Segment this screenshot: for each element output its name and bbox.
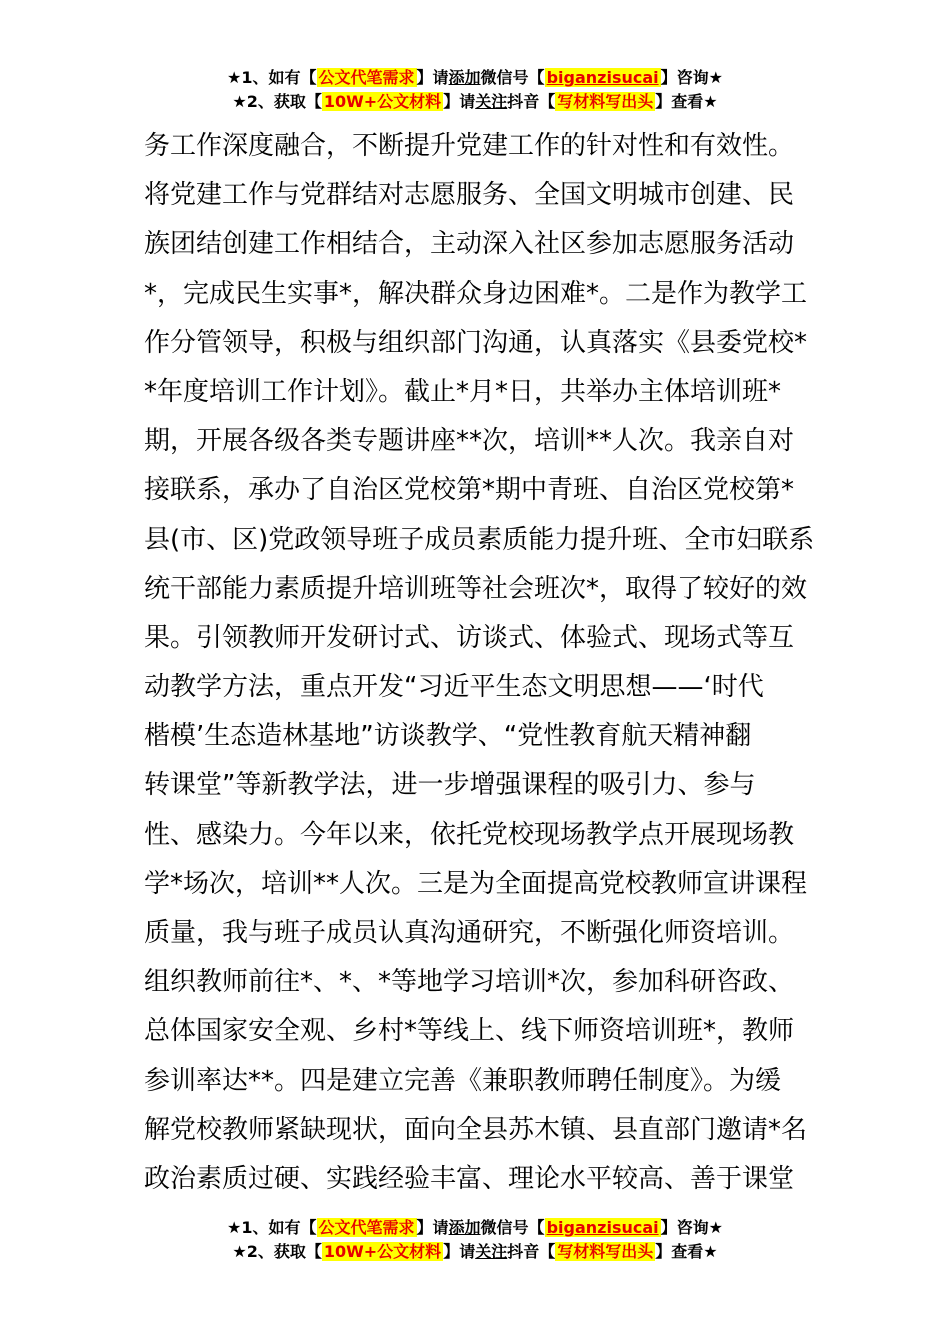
body-line: 楷模’生态造林基地”访谈教学、“党性教育航天精神翻	[144, 721, 752, 752]
header-service-highlight: 公文代笔需求	[318, 68, 415, 87]
footer-line2-underlined: 关注	[475, 1242, 508, 1261]
header-line2-prefix: ★2、获取【	[232, 92, 322, 111]
header-notice	[0, 66, 950, 114]
body-line: 组织教师前往*、*、*等地学习培训*次，参加科研咨政、	[144, 967, 795, 998]
footer-service-highlight: 公文代笔需求	[318, 1218, 415, 1237]
footer-line1-suffix: 】咨询★	[660, 1218, 723, 1237]
footer-line2-prefix: ★2、获取【	[232, 1242, 322, 1261]
body-line: 总体国家安全观、乡村*等线上、线下师资培训班*，教师	[144, 1016, 795, 1047]
header-line1-suffix: 】咨询★	[660, 68, 723, 87]
header-line1-mid2: 微信号【	[480, 68, 545, 87]
body-line: 将党建工作与党群结对志愿服务、全国文明城市创建、民	[144, 180, 795, 211]
footer-line2-mid2: 抖音【	[507, 1242, 556, 1261]
body-line: 期，开展各级各类专题讲座**次，培训**人次。我亲自对	[144, 426, 795, 457]
body-line: 政治素质过硬、实践经验丰富、理论水平较高、善于课堂	[144, 1163, 795, 1194]
body-line: 学*场次，培训**人次。三是为全面提高党校教师宣讲课程	[144, 868, 808, 899]
body-line: 性、感染力。今年以来，依托党校现场教学点开展现场教	[144, 819, 795, 850]
header-materials-highlight: 10W+公文材料	[323, 92, 442, 111]
footer-notice	[0, 1216, 950, 1264]
header-line2-underlined: 关注	[475, 92, 508, 111]
header-douyin-account[interactable]: 写材料写出头	[557, 92, 654, 111]
footer-line1-mid: 】请	[416, 1218, 449, 1237]
body-line: 统干部能力素质提升培训班等社会班次*，取得了较好的效	[144, 573, 808, 604]
header-line2-suffix: 】查看★	[655, 92, 718, 111]
footer-douyin-account[interactable]: 写材料写出头	[557, 1242, 654, 1261]
footer-notice-line-1	[0, 1216, 950, 1240]
body-line: 接联系，承办了自治区党校第*期中青班、自治区党校第*	[144, 475, 795, 506]
footer-line1-underlined: 添加	[448, 1218, 481, 1237]
footer-wechat-id[interactable]: biganzisucai	[546, 1218, 659, 1237]
body-text	[144, 122, 815, 1204]
header-line1-underlined: 添加	[448, 68, 481, 87]
footer-line2-mid: 】请	[443, 1242, 476, 1261]
body-line: 族团结创建工作相结合，主动深入社区参加志愿服务活动	[144, 229, 795, 260]
footer-line1-prefix: ★1、如有【	[227, 1218, 317, 1237]
body-line: 质量，我与班子成员认真沟通研究，不断强化师资培训。	[144, 918, 795, 948]
body-line: *年度培训工作计划》。截止*月*日，共举办主体培训班*	[144, 376, 782, 407]
body-line: 作分管领导，积极与组织部门沟通，认真落实《县委党校*	[144, 327, 808, 358]
body-line: 动教学方法，重点开发“习近平生态文明思想——‘时代	[144, 672, 764, 703]
footer-line1-mid2: 微信号【	[480, 1218, 545, 1237]
body-line: *，完成民生实事*，解决群众身边困难*。二是作为教学工	[144, 278, 808, 309]
body-line: 县(市、区)党政领导班子成员素质能力提升班、全市妇联系	[144, 524, 815, 555]
body-line: 参训率达**。四是建立完善《兼职教师聘任制度》。为缓	[144, 1065, 782, 1096]
footer-notice-line-2	[0, 1240, 950, 1264]
body-line: 转课堂”等新教学法，进一步增强课程的吸引力、参与	[144, 770, 756, 801]
header-notice-line-1	[0, 66, 950, 90]
body-line: 务工作深度融合，不断提升党建工作的针对性和有效性。	[144, 131, 795, 161]
header-notice-line-2	[0, 90, 950, 114]
header-line1-prefix: ★1、如有【	[227, 68, 317, 87]
footer-materials-highlight: 10W+公文材料	[323, 1242, 442, 1261]
footer-line2-suffix: 】查看★	[655, 1242, 718, 1261]
header-line2-mid2: 抖音【	[507, 92, 556, 111]
body-line: 解党校教师紧缺现状，面向全县苏木镇、县直部门邀请*名	[144, 1114, 808, 1145]
header-line1-mid: 】请	[416, 68, 449, 87]
body-line: 果。引领教师开发研讨式、访谈式、体验式、现场式等互	[144, 622, 795, 653]
header-line2-mid: 】请	[443, 92, 476, 111]
header-wechat-id[interactable]: biganzisucai	[546, 68, 659, 87]
